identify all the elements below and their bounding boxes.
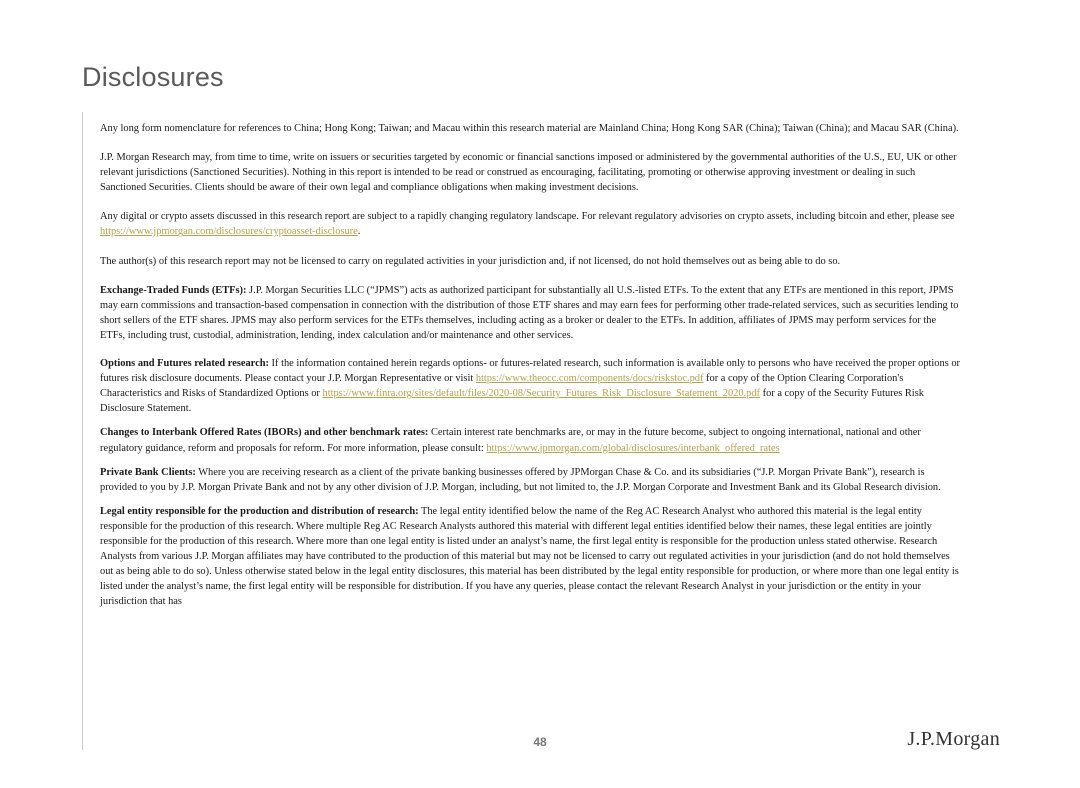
crypto-paragraph [100, 209, 962, 239]
page-title: Disclosures [82, 62, 224, 92]
ibors-heading: Changes to Interbank Offered Rates (IBORs) and other benchmark rates: [100, 427, 429, 439]
ibors-text: Certain interest rate benchmarks are, or may in the future become, subject to ongoing international, national and other regulatory guidance, reform and proposals for reform. For more information, please consult: [100, 427, 921, 454]
disclosures-body [100, 121, 962, 609]
licensing-paragraph: The author(s) of this research report may not be licensed to carry on regulated activities in your jurisdiction and, if not licensed, do not hold themselves out as being able to do so. [100, 255, 841, 267]
left-divider [82, 112, 83, 750]
interbank-rates-link[interactable]: https://www.jpmorgan.com/global/disclosures/interbank_offered_rates [486, 442, 780, 454]
crypto-text: Any digital or crypto assets discussed in this research report are subject to a rapidly changing regulatory landscape. For relevant regulatory advisories on crypto assets, including bitcoin and ether, please see [100, 211, 955, 223]
options-text-3: for a copy of the Security Futures Risk Disclosure Statement. [100, 388, 924, 415]
crypto-disclosure-link[interactable]: https://www.jpmorgan.com/disclosures/cryptoasset-disclosure [100, 226, 358, 238]
page-number: 48 [533, 735, 547, 749]
legal-entity-text: The legal entity identified below the name of the Reg AC Research Analyst who authored this material is the legal entity responsible for the production of this research. Where multiple Reg AC Research Analysts authored this material with different legal entities identified below their names, these legal entities are jointly responsible for the production of this research. Where more than one legal entity is listed under an analyst’s name, the first legal entity is responsible for the production unless stated otherwise. Research Analysts from various J.P. Morgan affiliates may have contributed to the production of this material but may not be licensed to carry out regulated activities in your jurisdiction (and do not hold themselves out as being able to do so). Unless otherwise stated below in the legal entity disclosures, this material has been distributed by the legal entity responsible for production, or where more than one legal entity is listed under the analyst’s name, the first legal entity will be responsible for distribution. If you have any queries, please contact the relevant Research Analyst in your jurisdiction or the entity in your jurisdiction that has [100, 505, 959, 608]
legal-entity-heading: Legal entity responsible for the production and distribution of research: [100, 505, 419, 517]
private-bank-heading: Private Bank Clients: [100, 466, 196, 478]
finra-futures-risk-link[interactable]: https://www.finra.org/sites/default/files/2020-08/Security_Futures_Risk_Disclosure_Statement_2020.pdf [322, 388, 761, 400]
ibors-paragraph [100, 425, 962, 455]
sanctions-paragraph: J.P. Morgan Research may, from time to time, write on issuers or securities targeted by economic or financial sanctions imposed or administered by the governmental authorities of the U.S., EU, UK or other relevant jurisdictions (Sanctioned Securities). Nothing in this report is intended to be read or construed as encouraging, facilitating, promoting or otherwise approving investment or dealing in such Sanctioned Securities. Clients should be aware of their own legal and compliance obligations when making investment decisions. [100, 152, 957, 194]
occ-risk-link[interactable]: https://www.theocc.com/components/docs/riskstoc.pdf [475, 373, 704, 385]
options-futures-heading: Options and Futures related research: [100, 358, 269, 370]
options-futures-paragraph [100, 356, 962, 416]
etfs-text: J.P. Morgan Securities LLC (“JPMS”) acts as authorized participant for substantially all U.S.-listed ETFs. To the extent that any ETFs are mentioned in this report, JPMS may earn commissions and transaction-based compensation in connection with the distribution of those ETF shares and may earn fees for performing other trade-related services, such as securities lending to short sellers of the ETF shares. JPMS may also perform services for the ETFs themselves, including acting as a broker or dealer to the ETFs. In addition, affiliates of JPMS may perform services for the ETFs, including trust, custodial, administration, lending, index calculation and/or maintenance and other services. [100, 284, 959, 341]
options-text-1: If the information contained herein regards options- or futures-related research, such information is available only to persons who have received the proper options or futures risk disclosure documents. Please contact your J.P. Morgan Representative or visit [100, 358, 960, 385]
private-bank-text: Where you are receiving research as a client of the private banking businesses offered by JPMorgan Chase & Co. and its subsidiaries (“J.P. Morgan Private Bank”), research is provided to you by J.P. Morgan Private Bank and not by any other division of J.P. Morgan, including, but not limited to, the J.P. Morgan Corporate and Investment Bank and its Global Research division. [100, 466, 941, 493]
private-bank-paragraph [100, 465, 962, 495]
crypto-tail: . [357, 226, 361, 238]
options-text-2: for a copy of the Option Clearing Corporation's Characteristics and Risks of Standardized Options or [100, 373, 904, 400]
etfs-paragraph [100, 283, 962, 343]
etfs-heading: Exchange-Traded Funds (ETFs): [100, 284, 247, 296]
legal-entity-paragraph [100, 504, 962, 610]
jpmorgan-logo: J.P.Morgan [907, 728, 1000, 750]
china-nomenclature-paragraph: Any long form nomenclature for references to China; Hong Kong; Taiwan; and Macau within this research material are Mainland China; Hong Kong SAR (China); Taiwan (China); and Macau SAR (China). [100, 123, 959, 134]
